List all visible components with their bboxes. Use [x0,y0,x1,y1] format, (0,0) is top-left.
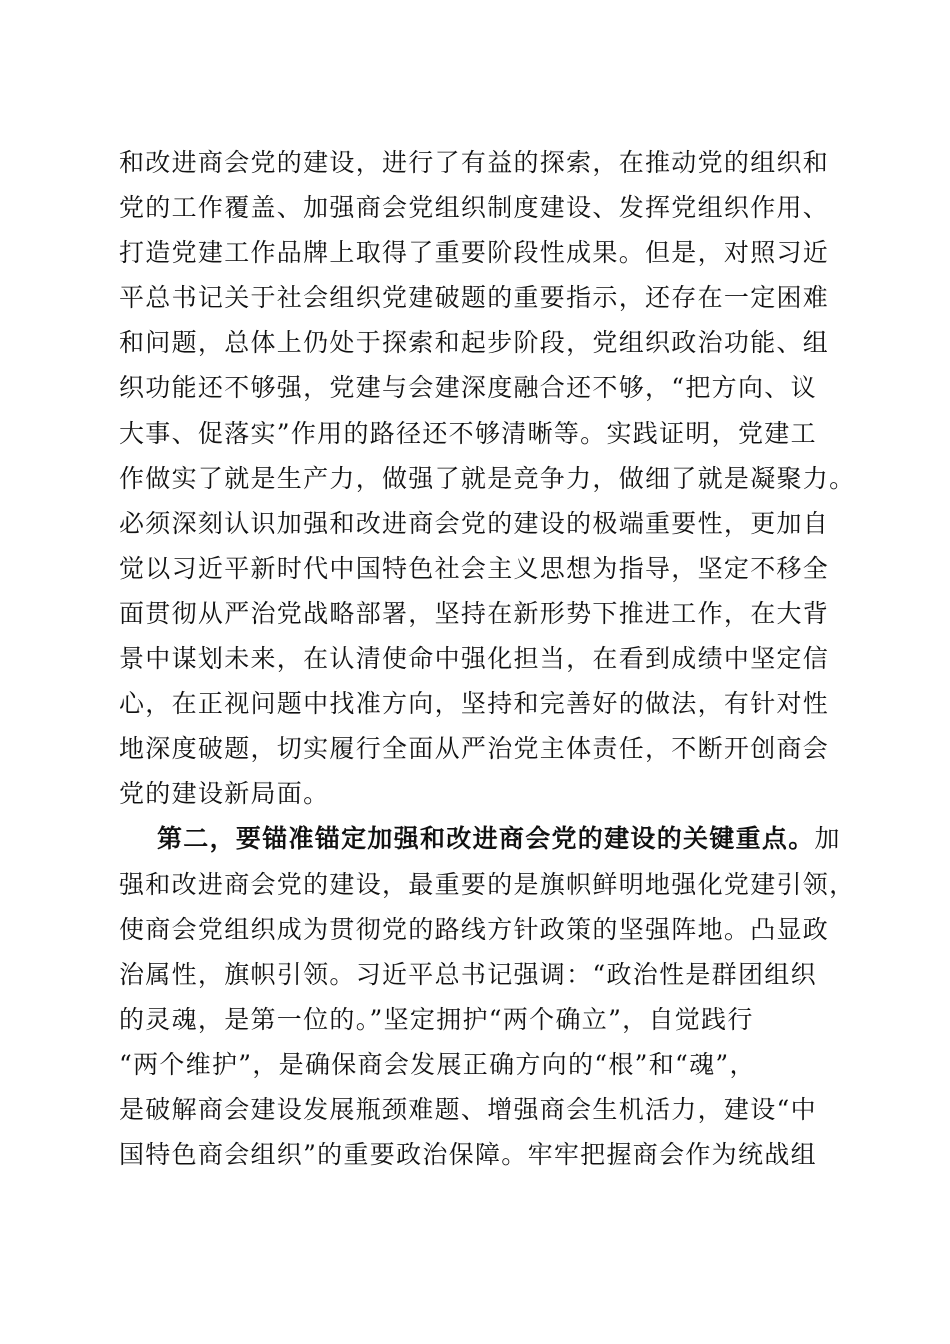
text-line: 的灵魂，是第一位的。”坚定拥护“两个确立”，自觉践行 [119,1004,754,1034]
text-line: 觉以习近平新时代中国特色社会主义思想为指导，坚定不移全 [119,553,830,583]
text-line: 作做实了就是生产力，做强了就是竞争力，做细了就是凝聚力。 [119,463,856,493]
text-line: 使商会党组织成为贯彻党的路线方针政策的坚强阵地。凸显政 [119,914,830,944]
text-line: 党的建设新局面。 [119,779,330,809]
text-line: 心，在正视问题中找准方向，坚持和完善好的做法，有针对性 [119,689,830,719]
text-line: 打造党建工作品牌上取得了重要阶段性成果。但是，对照习近 [119,238,830,268]
text-line: 党的工作覆盖、加强商会党组织制度建设、发挥党组织作用、 [119,193,830,223]
text-line: 必须深刻认识加强和改进商会党的建设的极端重要性，更加自 [119,508,830,538]
section-heading: 第二，要锚准锚定加强和改进商会党的建设的关键重点。 [157,824,815,854]
text-line: 国特色商会组织”的重要政治保障。牢牢把握商会作为统战组 [119,1140,817,1170]
paragraph-1 [119,140,856,816]
text-line: “两个维护”，是确保商会发展正确方向的“根”和“魂”， [119,1049,756,1079]
text-line: 面贯彻从严治党战略部署，坚持在新形势下推进工作，在大背 [119,598,830,628]
text-line: 织功能还不够强，党建与会建深度融合还不够，“把方向、议 [119,373,817,403]
text-line: 和改进商会党的建设，进行了有益的探索，在推动党的组织和 [119,148,830,177]
paragraph-2 [119,816,856,1177]
text-line: 治属性，旗帜引领。习近平总书记强调：“政治性是群团组织 [119,959,817,989]
body-text [119,140,856,1177]
text-line: 是破解商会建设发展瓶颈难题、增强商会生机活力，建设“中 [119,1094,817,1124]
text-line: 和问题，总体上仍处于探索和起步阶段，党组织政治功能、组 [119,328,830,358]
text-line: 景中谋划未来，在认清使命中强化担当，在看到成绩中坚定信 [119,644,830,674]
paragraph-2-first-line [119,816,839,861]
text-line: 平总书记关于社会组织党建破题的重要指示，还存在一定困难 [119,283,830,313]
text-run: 加 [814,824,841,854]
text-line: 强和改进商会党的建设，最重要的是旗帜鲜明地强化党建引领， [119,869,856,899]
text-line: 地深度破题，切实履行全面从严治党主体责任，不断开创商会 [119,734,830,764]
text-line: 大事、促落实”作用的路径还不够清晰等。实践证明，党建工 [119,418,817,448]
